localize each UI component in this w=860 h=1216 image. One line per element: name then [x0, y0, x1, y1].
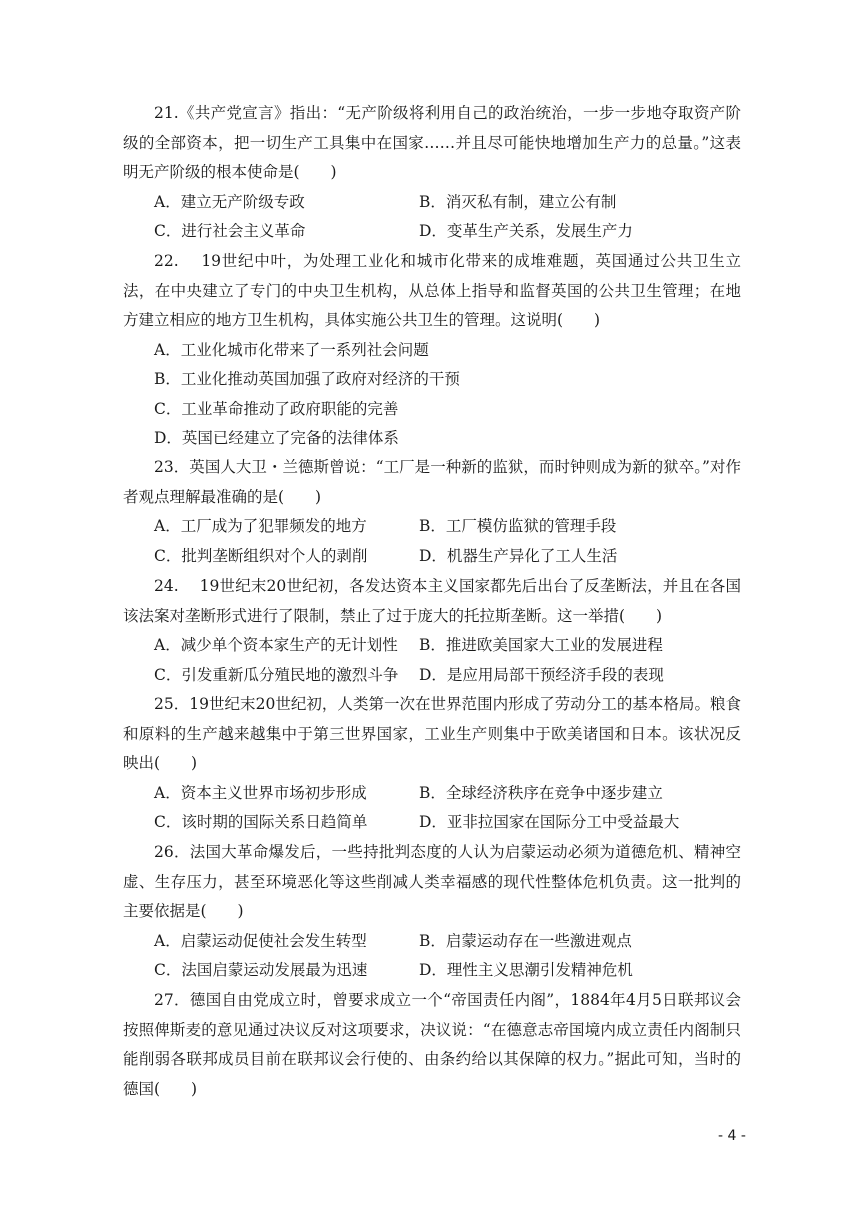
- option-d: D．变革生产关系，发展生产力: [419, 222, 633, 240]
- options-row: [123, 808, 741, 838]
- options-row: [123, 661, 741, 691]
- question-stem: 24. 19世纪末20世纪初，各发达资本主义国家都先后出台了反垄断法，并且在各国该法案对垄断形式进行了限制，禁止了过于庞大的托拉斯垄断。这一举措( ): [123, 577, 741, 625]
- options-row: [123, 956, 741, 986]
- option-b: B．全球经济秩序在竞争中逐步建立: [419, 783, 663, 802]
- options-row: [123, 542, 741, 572]
- option-a: A．启蒙运动促使社会发生转型: [154, 931, 367, 950]
- option-b: B．启蒙运动存在一些激进观点: [419, 931, 632, 950]
- question-stem: 26．法国大革命爆发后，一些持批判态度的人认为启蒙运动必须为道德危机、精神空虚、生存压力，甚至环境恶化等这些削减人类幸福感的现代性整体危机负责。这一批判的主要依据是( ): [123, 843, 741, 920]
- question-stem: 27．德国自由党成立时，曾要求成立一个“帝国责任内阁”，1884年4月5日联邦议会按照俾斯麦的意见通过决议反对这项要求，决议说：“在德意志帝国境内成立责任内阁制只能削弱各联邦成员目前在联邦议会行使的、由条约给以其保障的权力。”据此可知，当时的德国( ): [123, 991, 741, 1098]
- options-row: [123, 188, 741, 218]
- option-b: B．工厂模仿监狱的管理手段: [419, 517, 617, 535]
- question-stem: 23．英国人大卫・兰德斯曾说：“工厂是一种新的监狱，而时钟则成为新的狱卒。”对作者观点理解最准确的是( ): [123, 458, 741, 506]
- option-d: D．机器生产异化了工人生活: [419, 546, 618, 565]
- question-26: [123, 838, 741, 986]
- option-c: C．引发重新瓜分殖民地的激烈斗争: [154, 665, 399, 684]
- option-d: D．英国已经建立了完备的法律体系: [154, 429, 399, 447]
- question-23: [123, 453, 741, 571]
- option-d: D．理性主义思潮引发精神危机: [419, 961, 633, 979]
- option-a: A．建立无产阶级专政: [154, 192, 305, 211]
- options-row: [123, 217, 741, 247]
- option-d: D．亚非拉国家在国际分工中受益最大: [419, 813, 680, 831]
- question-stem: 22. 19世纪中叶，为处理工业化和城市化带来的成堆难题，英国通过公共卫生立法，在中央建立了专门的中央卫生机构，从总体上指导和监督英国的公共卫生管理；在地方建立相应的地方卫生机构，具体实施公共卫生的管理。这说明( ): [123, 252, 741, 329]
- option-b: B．消灭私有制，建立公有制: [419, 192, 617, 211]
- option-c: C．工业革命推动了政府职能的完善: [154, 399, 399, 418]
- options-row: [123, 631, 741, 661]
- question-25: [123, 690, 741, 838]
- option-a: A．工业化城市化带来了一系列社会问题: [154, 340, 429, 359]
- options-row: [123, 512, 741, 542]
- option-a: A．减少单个资本家生产的无计划性: [154, 636, 398, 654]
- option-c: C．批判垄断组织对个人的剥削: [154, 546, 368, 565]
- option-c: C．进行社会主义革命: [154, 222, 306, 240]
- option-b: B．推进欧美国家大工业的发展进程: [419, 636, 663, 654]
- question-stem: 25．19世纪末20世纪初，人类第一次在世界范围内形成了劳动分工的基本格局。粮食和原料的生产越来越集中于第三世界国家，工业生产则集中于欧美诸国和日本。该状况反映出( ): [123, 695, 741, 772]
- option-c: C．该时期的国际关系日趋简单: [154, 813, 368, 831]
- page-number: - 4 -: [718, 1128, 746, 1144]
- option-b: B．工业化推动英国加强了政府对经济的干预: [154, 370, 460, 388]
- question-22: [123, 247, 741, 454]
- options-row: [123, 779, 741, 809]
- question-stem: 21.《共产党宣言》指出：“无产阶级将利用自己的政治统治，一步一步地夺取资产阶级的全部资本，把一切生产工具集中在国家……并且尽可能快地增加生产力的总量。”这表明无产阶级的根本使命是( ): [123, 104, 741, 181]
- question-27: [123, 986, 741, 1104]
- option-a: A．工厂成为了犯罪频发的地方: [154, 517, 367, 535]
- option-a: A．资本主义世界市场初步形成: [154, 783, 367, 802]
- option-d: D．是应用局部干预经济手段的表现: [419, 665, 664, 684]
- question-24: [123, 572, 741, 690]
- option-c: C．法国启蒙运动发展最为迅速: [154, 961, 368, 979]
- question-21: [123, 99, 741, 247]
- options-row: [123, 927, 741, 957]
